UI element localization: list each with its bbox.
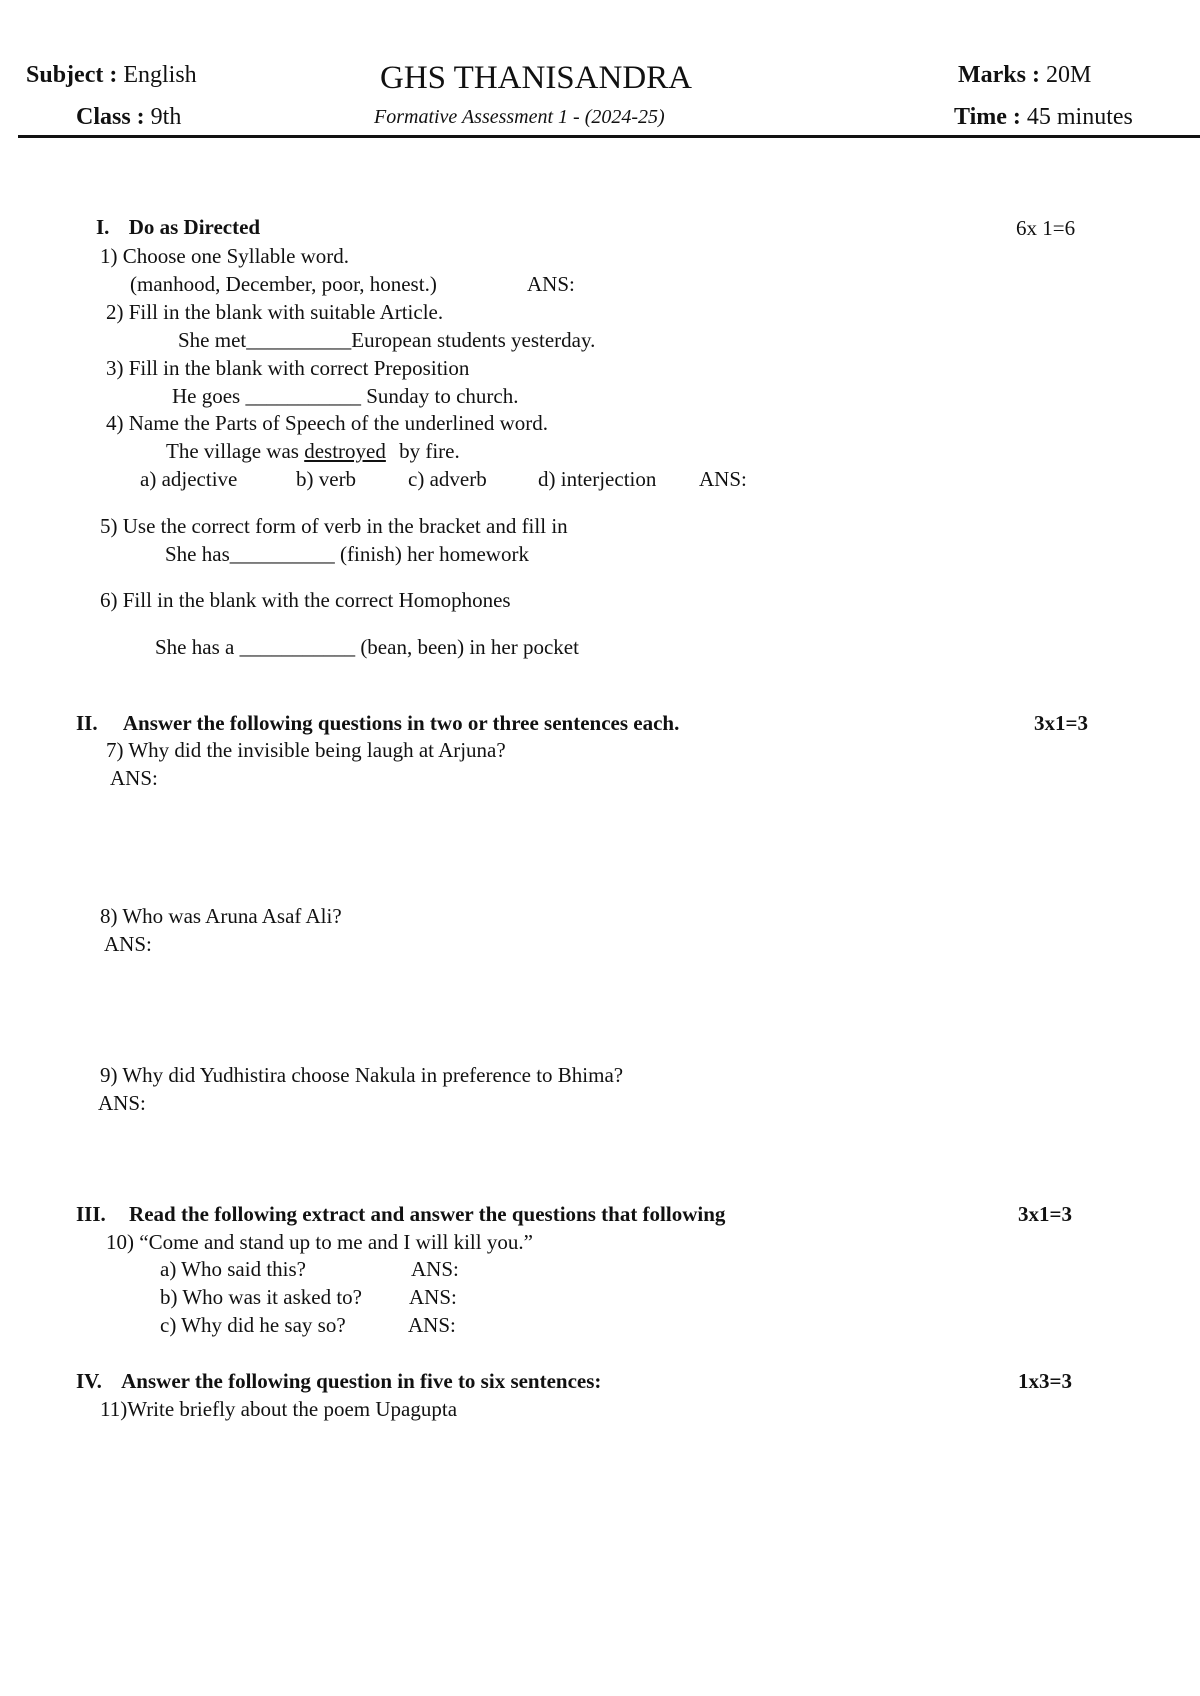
question-1: 1) Choose one Syllable word. [100, 244, 350, 268]
time-value: 45 minutes [1026, 104, 1133, 130]
question-4-pre: The village was [166, 439, 299, 463]
question-2: 2) Fill in the blank with suitable Article. [106, 300, 444, 324]
question-5: 5) Use the correct form of verb in the bracket and fill in [100, 514, 568, 538]
section-4-number: IV. [76, 1369, 102, 1393]
question-2-sentence: She met__________European students yesterday. [178, 328, 596, 352]
question-10a: a) Who said this? [160, 1257, 306, 1281]
section-3-number: III. [76, 1202, 106, 1226]
question-10b: b) Who was it asked to? [160, 1285, 362, 1309]
time-label: Time : [954, 104, 1021, 130]
marks-line [958, 62, 1091, 89]
section-4-heading [76, 1369, 601, 1394]
question-7: 7) Why did the invisible being laugh at Arjuna? [106, 738, 506, 762]
question-3: 3) Fill in the blank with correct Preposition [106, 356, 470, 380]
question-3-sentence: He goes ___________ Sunday to church. [172, 384, 519, 408]
school-title: GHS THANISANDRA [380, 60, 693, 96]
section-3-heading [76, 1202, 725, 1227]
section-1-marks: 6x 1=6 [1016, 216, 1076, 240]
question-10: 10) “Come and stand up to me and I will kill you.” [106, 1230, 533, 1254]
question-8-answer-label: ANS: [104, 932, 152, 956]
question-9-answer-label: ANS: [98, 1091, 146, 1115]
class-label: Class : [76, 104, 145, 130]
question-11: 11)Write briefly about the poem Upagupta [100, 1397, 458, 1421]
header-rule [18, 135, 1200, 138]
time-line [954, 104, 1133, 131]
subject-value: English [123, 62, 197, 88]
question-7-answer-label: ANS: [110, 766, 158, 790]
question-8: 8) Who was Aruna Asaf Ali? [100, 904, 342, 928]
question-10b-answer-label: ANS: [409, 1285, 457, 1309]
section-4-title: Answer the following question in five to six sentences: [121, 1369, 602, 1393]
subject-line [26, 62, 197, 89]
section-2-title: Answer the following questions in two or three sentences each. [122, 711, 680, 735]
section-1-heading [96, 215, 260, 240]
section-1-title: Do as Directed [128, 215, 261, 239]
question-6: 6) Fill in the blank with the correct Homophones [100, 588, 511, 612]
question-4-sentence [166, 439, 460, 464]
section-1-number: I. [96, 215, 110, 239]
option-d: d) interjection [538, 467, 657, 491]
question-5-sentence: She has__________ (finish) her homework [165, 542, 529, 566]
question-10c: c) Why did he say so? [160, 1313, 346, 1337]
option-b: b) verb [296, 467, 357, 491]
question-1-answer-label: ANS: [527, 272, 575, 296]
exam-title: Formative Assessment 1 - (2024-25) [374, 106, 665, 128]
question-4: 4) Name the Parts of Speech of the underlined word. [106, 411, 549, 435]
section-2-number: II. [76, 711, 98, 735]
option-a: a) adjective [140, 467, 238, 491]
question-4-answer-label: ANS: [699, 467, 747, 491]
question-10a-answer-label: ANS: [411, 1257, 459, 1281]
section-2-heading [76, 711, 679, 736]
question-1-options: (manhood, December, poor, honest.) [130, 272, 437, 296]
section-4-marks: 1x3=3 [1018, 1369, 1072, 1393]
question-4-post: by fire. [399, 439, 460, 463]
section-3-marks: 3x1=3 [1018, 1202, 1072, 1226]
section-3-title: Read the following extract and answer the questions that following [129, 1202, 726, 1226]
question-9: 9) Why did Yudhistira choose Nakula in preference to Bhima? [100, 1063, 624, 1087]
option-c: c) adverb [408, 467, 487, 491]
question-10c-answer-label: ANS: [408, 1313, 456, 1337]
question-6-sentence: She has a ___________ (bean, been) in her pocket [155, 635, 579, 659]
subject-label: Subject : [26, 62, 118, 88]
marks-value: 20M [1045, 62, 1092, 88]
marks-label: Marks : [958, 62, 1040, 88]
section-2-marks: 3x1=3 [1034, 711, 1088, 735]
class-line [76, 104, 181, 131]
class-value: 9th [150, 104, 182, 130]
underlined-word: destroyed [304, 439, 386, 463]
